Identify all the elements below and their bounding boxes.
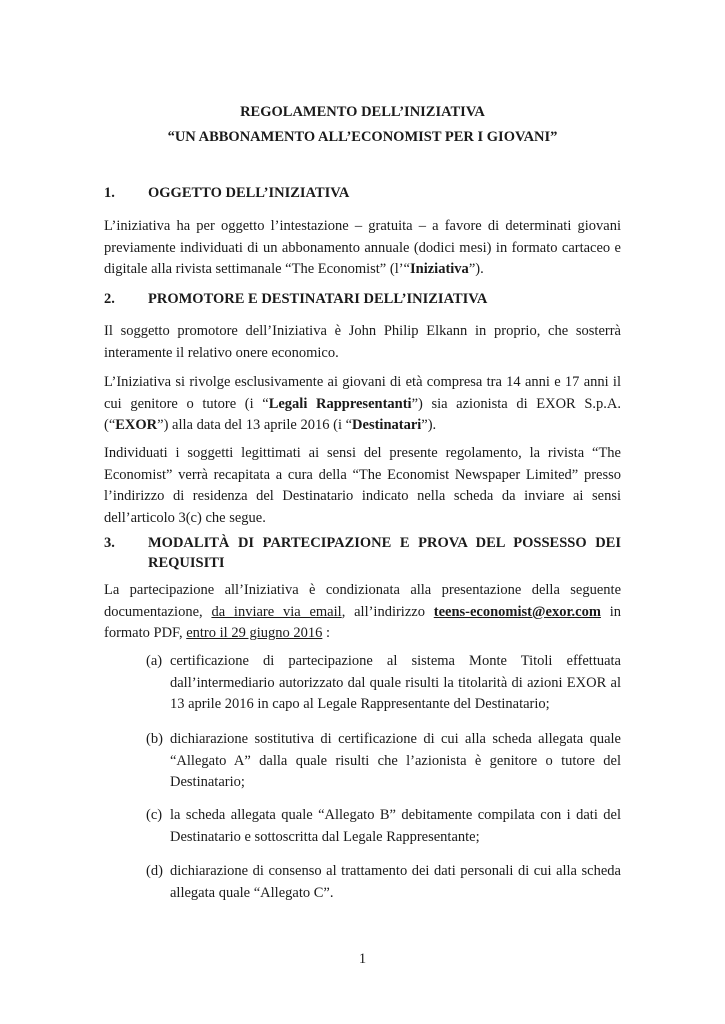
section-2-paragraph-2	[104, 372, 621, 437]
section-1-text-end: ”).	[468, 261, 484, 277]
s3-p1-part-d: :	[322, 625, 331, 641]
list-item-text: dichiarazione sostitutiva di certificazione di cui alla scheda allegata quale “Allegato A” dalla quale risulti che l’azionista è genitore o tutore del Destinatario;	[170, 731, 621, 790]
term-legali-rappresentanti: Legali Rappresentanti	[268, 395, 412, 412]
s2-p2-part-c: ”) sia azionista di EXOR S.p.A. (“	[104, 395, 621, 433]
s3-p1-part-b: , all’indirizzo	[341, 603, 434, 620]
list-item-label: (c)	[146, 807, 163, 823]
list-item	[146, 651, 621, 716]
underlined-deadline: entro il 29 giugno 2016	[186, 625, 323, 641]
list-item	[146, 861, 621, 904]
term-iniziativa: Iniziativa	[410, 261, 469, 277]
section-2-paragraph-1: Il soggetto promotore dell’Iniziativa è John Philip Elkann in proprio, che sosterrà interamente il relativo onere economico.	[104, 323, 621, 361]
email-link[interactable]: teens-economist@exor.com	[433, 603, 601, 620]
section-1-heading	[104, 183, 621, 203]
s3-p1-part-c: in formato PDF,	[104, 603, 622, 641]
section-3-paragraph	[104, 580, 621, 645]
list-item-label: (b)	[146, 731, 163, 747]
section-3-title: MODALITÀ DI PARTECIPAZIONE E PROVA DEL POSSESSO DEI REQUISITI	[148, 535, 621, 571]
list-item-text: dichiarazione di consenso al trattamento dei dati personali di cui alla scheda allegata quale “Allegato C”.	[170, 863, 621, 901]
section-1-paragraph	[104, 216, 621, 281]
section-2-title: PROMOTORE E DESTINATARI DELL’INIZIATIVA	[148, 291, 488, 307]
list-item-label: (d)	[146, 863, 163, 879]
list-item	[146, 805, 621, 848]
section-1-text: L’iniziativa ha per oggetto l’intestazione – gratuita – a favore di determinati giovani previamente individuati di un abbonamento annuale (dodici mesi) in formato cartaceo e digitale alla rivista settimanale “The Economist” (l’“	[104, 218, 621, 277]
s2-p2-part-e: ”).	[421, 417, 437, 433]
term-destinatari: Destinatari	[352, 417, 422, 433]
section-1-number: 1.	[104, 185, 115, 201]
list-item	[146, 729, 621, 794]
s2-p2-part-a: L’Iniziativa si rivolge esclusivamente ai giovani di età compresa tra 14 anni e 17 anni il cui genitore o tutore (i “	[104, 374, 621, 412]
page-number: 1	[358, 951, 367, 967]
term-exor: EXOR	[115, 417, 158, 433]
section-2-paragraph-3: Individuati i soggetti legittimati ai sensi del presente regolamento, la rivista “The Economist” verrà recapitata a cura della “The Economist Newspaper Limited” presso l’indirizzo di residenza del Destinatario indicato nella scheda da inviare ai sensi dell’articolo 3(c) che segue.	[104, 445, 621, 526]
list-item-label: (a)	[146, 653, 163, 669]
section-3-number: 3.	[104, 535, 115, 551]
document-title: REGOLAMENTO DELL’INIZIATIVA	[240, 104, 485, 120]
section-1-title: OGGETTO DELL’INIZIATIVA	[148, 185, 350, 201]
section-3-heading	[104, 533, 621, 573]
section-2-heading	[104, 289, 621, 309]
document-subtitle: “UN ABBONAMENTO ALL’ECONOMIST PER I GIOVANI”	[167, 129, 558, 145]
s3-p1-part-a: La partecipazione all’Iniziativa è condizionata alla presentazione della seguente documentazione,	[104, 582, 621, 620]
underlined-email-instruction: da inviare via email	[211, 603, 342, 620]
list-item-text: la scheda allegata quale “Allegato B” debitamente compilata con i dati del Destinatario e sottoscritta dal Legale Rappresentante;	[170, 807, 621, 845]
section-2-number: 2.	[104, 291, 115, 307]
s2-p2-part-d: ”) alla data del 13 aprile 2016 (i “	[157, 417, 353, 433]
list-item-text: certificazione di partecipazione al sistema Monte Titoli effettuata dall’intermediario autorizzato dal quale risulti la titolarità di azioni EXOR al 13 aprile 2016 in capo al Legale Rappresentante del Destinatario;	[170, 653, 621, 712]
